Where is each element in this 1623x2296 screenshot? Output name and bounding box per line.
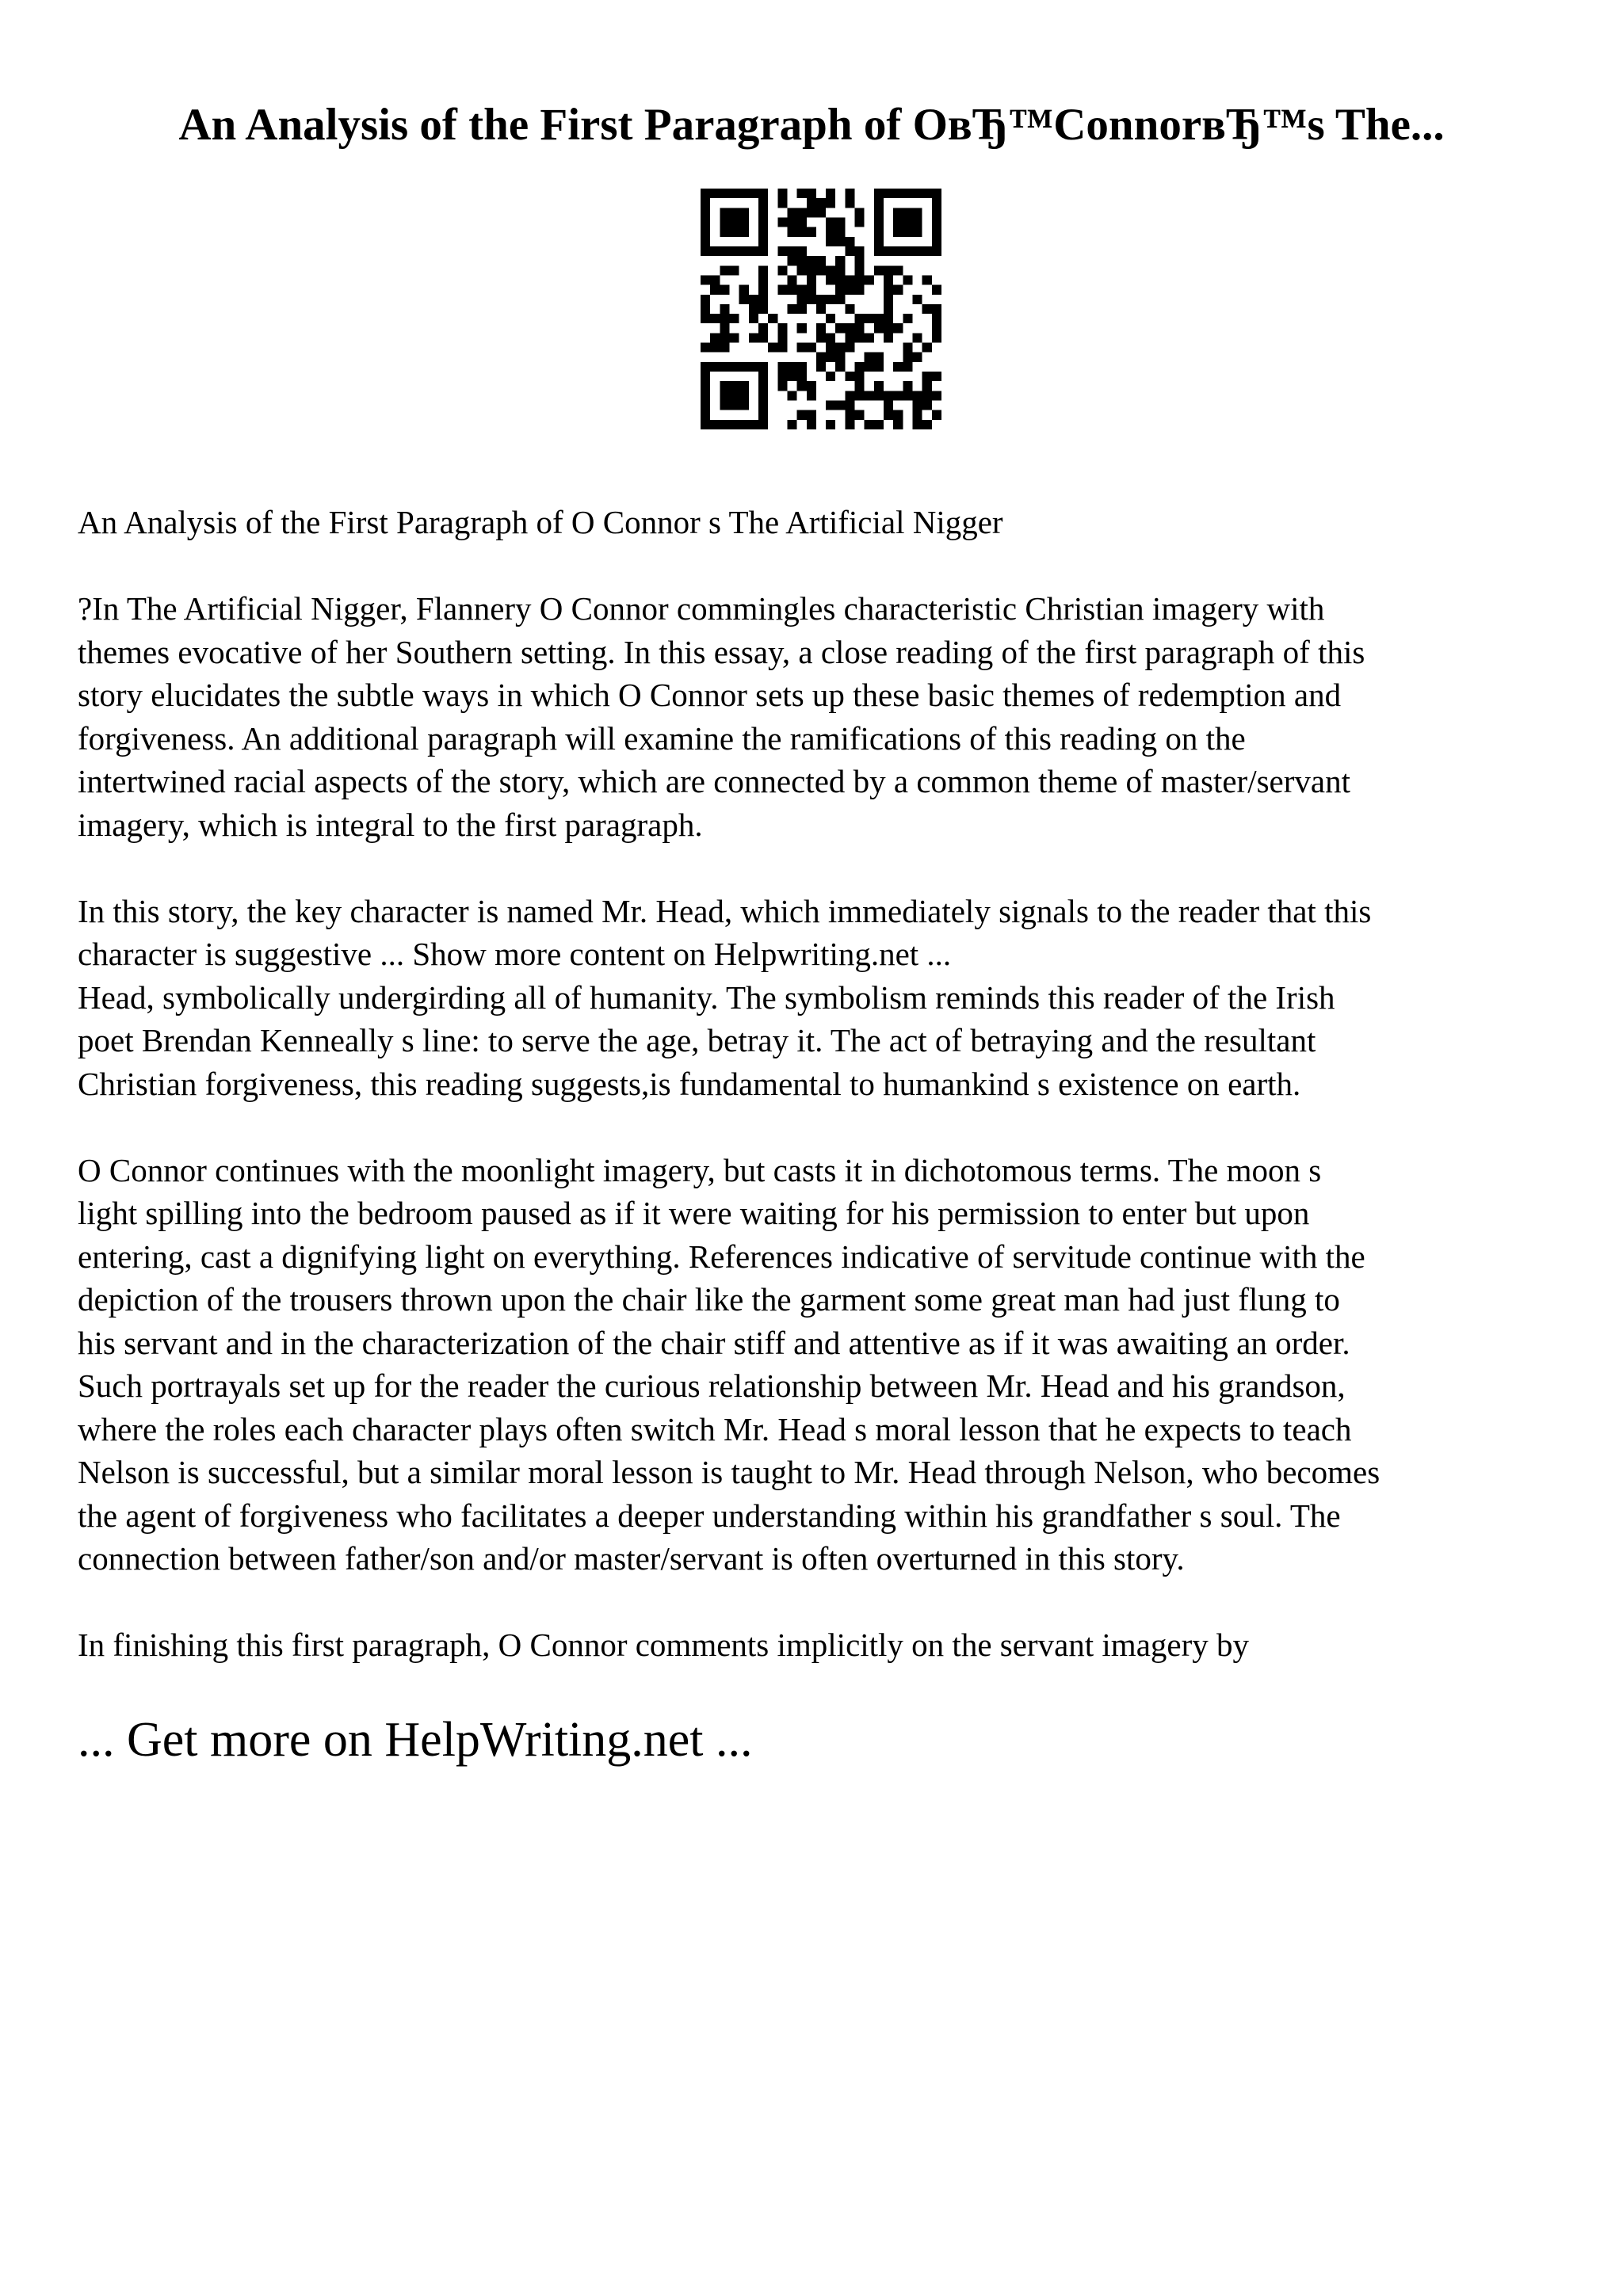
qr-code-icon (701, 189, 941, 429)
paragraph-key-character: In this story, the key character is named Mr. Head, which immediately signals to the reader that this character is suggestive ... Show more content on Helpwriting.net ... (78, 892, 1372, 972)
paragraph-symbolism: Head, symbolically undergirding all of humanity. The symbolism reminds this reader of the Irish poet Brendan Kenneally s line: to serve the age, betray it. The act of betraying and the resultant Christian forgiveness, this reading suggests,is fundamental to humankind s existence on earth. (78, 978, 1335, 1102)
heading-line: An Analysis of the First Paragraph of O Connor s The Artificial Nigger (78, 504, 1003, 540)
qr-code-graphic (701, 189, 941, 429)
get-more-link[interactable]: ... Get more on HelpWriting.net ... (78, 1713, 753, 1767)
paragraph-finishing: In finishing this first paragraph, O Connor comments implicitly on the servant imagery by (78, 1627, 1250, 1663)
paragraph-moonlight: O Connor continues with the moonlight imagery, but casts it in dichotomous terms. The moon s light spilling into the bedroom paused as if it were waiting for his permission to enter but upon entering, cast a dignifying light on everything. References indicative of servitude continue with the depiction of the trousers thrown upon the chair like the garment some great man had just flung to his servant and in the characterization of the chair stiff and attentive as if it was awaiting an order. Such portrayals set up for the reader the curious relationship between Mr. Head and his grandson, where the roles each character plays often switch Mr. Head s moral lesson that he expects to teach Nelson is successful, but a similar moral lesson is taught to Mr. Head through Nelson, who becomes the agent of forgiveness who facilitates a deeper understanding within his grandfather s soul. The connection between father/son and/or master/servant is often overturned in this story. (78, 1151, 1381, 1577)
document-body (78, 501, 1575, 1710)
paragraph-intro: ?In The Artificial Nigger, Flannery O Connor commingles characteristic Christian imagery with themes evocative of her Southern setting. In this essay, a close reading of the first paragraph of this story elucidates the subtle ways in which O Connor sets up these basic themes of redemption and forgiveness. An additional paragraph will examine the ramifications of this reading on the intertwined racial aspects of the story, which are connected by a common theme of master/servant imagery, which is integral to the first paragraph. (78, 590, 1365, 843)
document-title: An Analysis of the First Paragraph of OвЂ™ConnorвЂ™s The... (178, 100, 1445, 150)
